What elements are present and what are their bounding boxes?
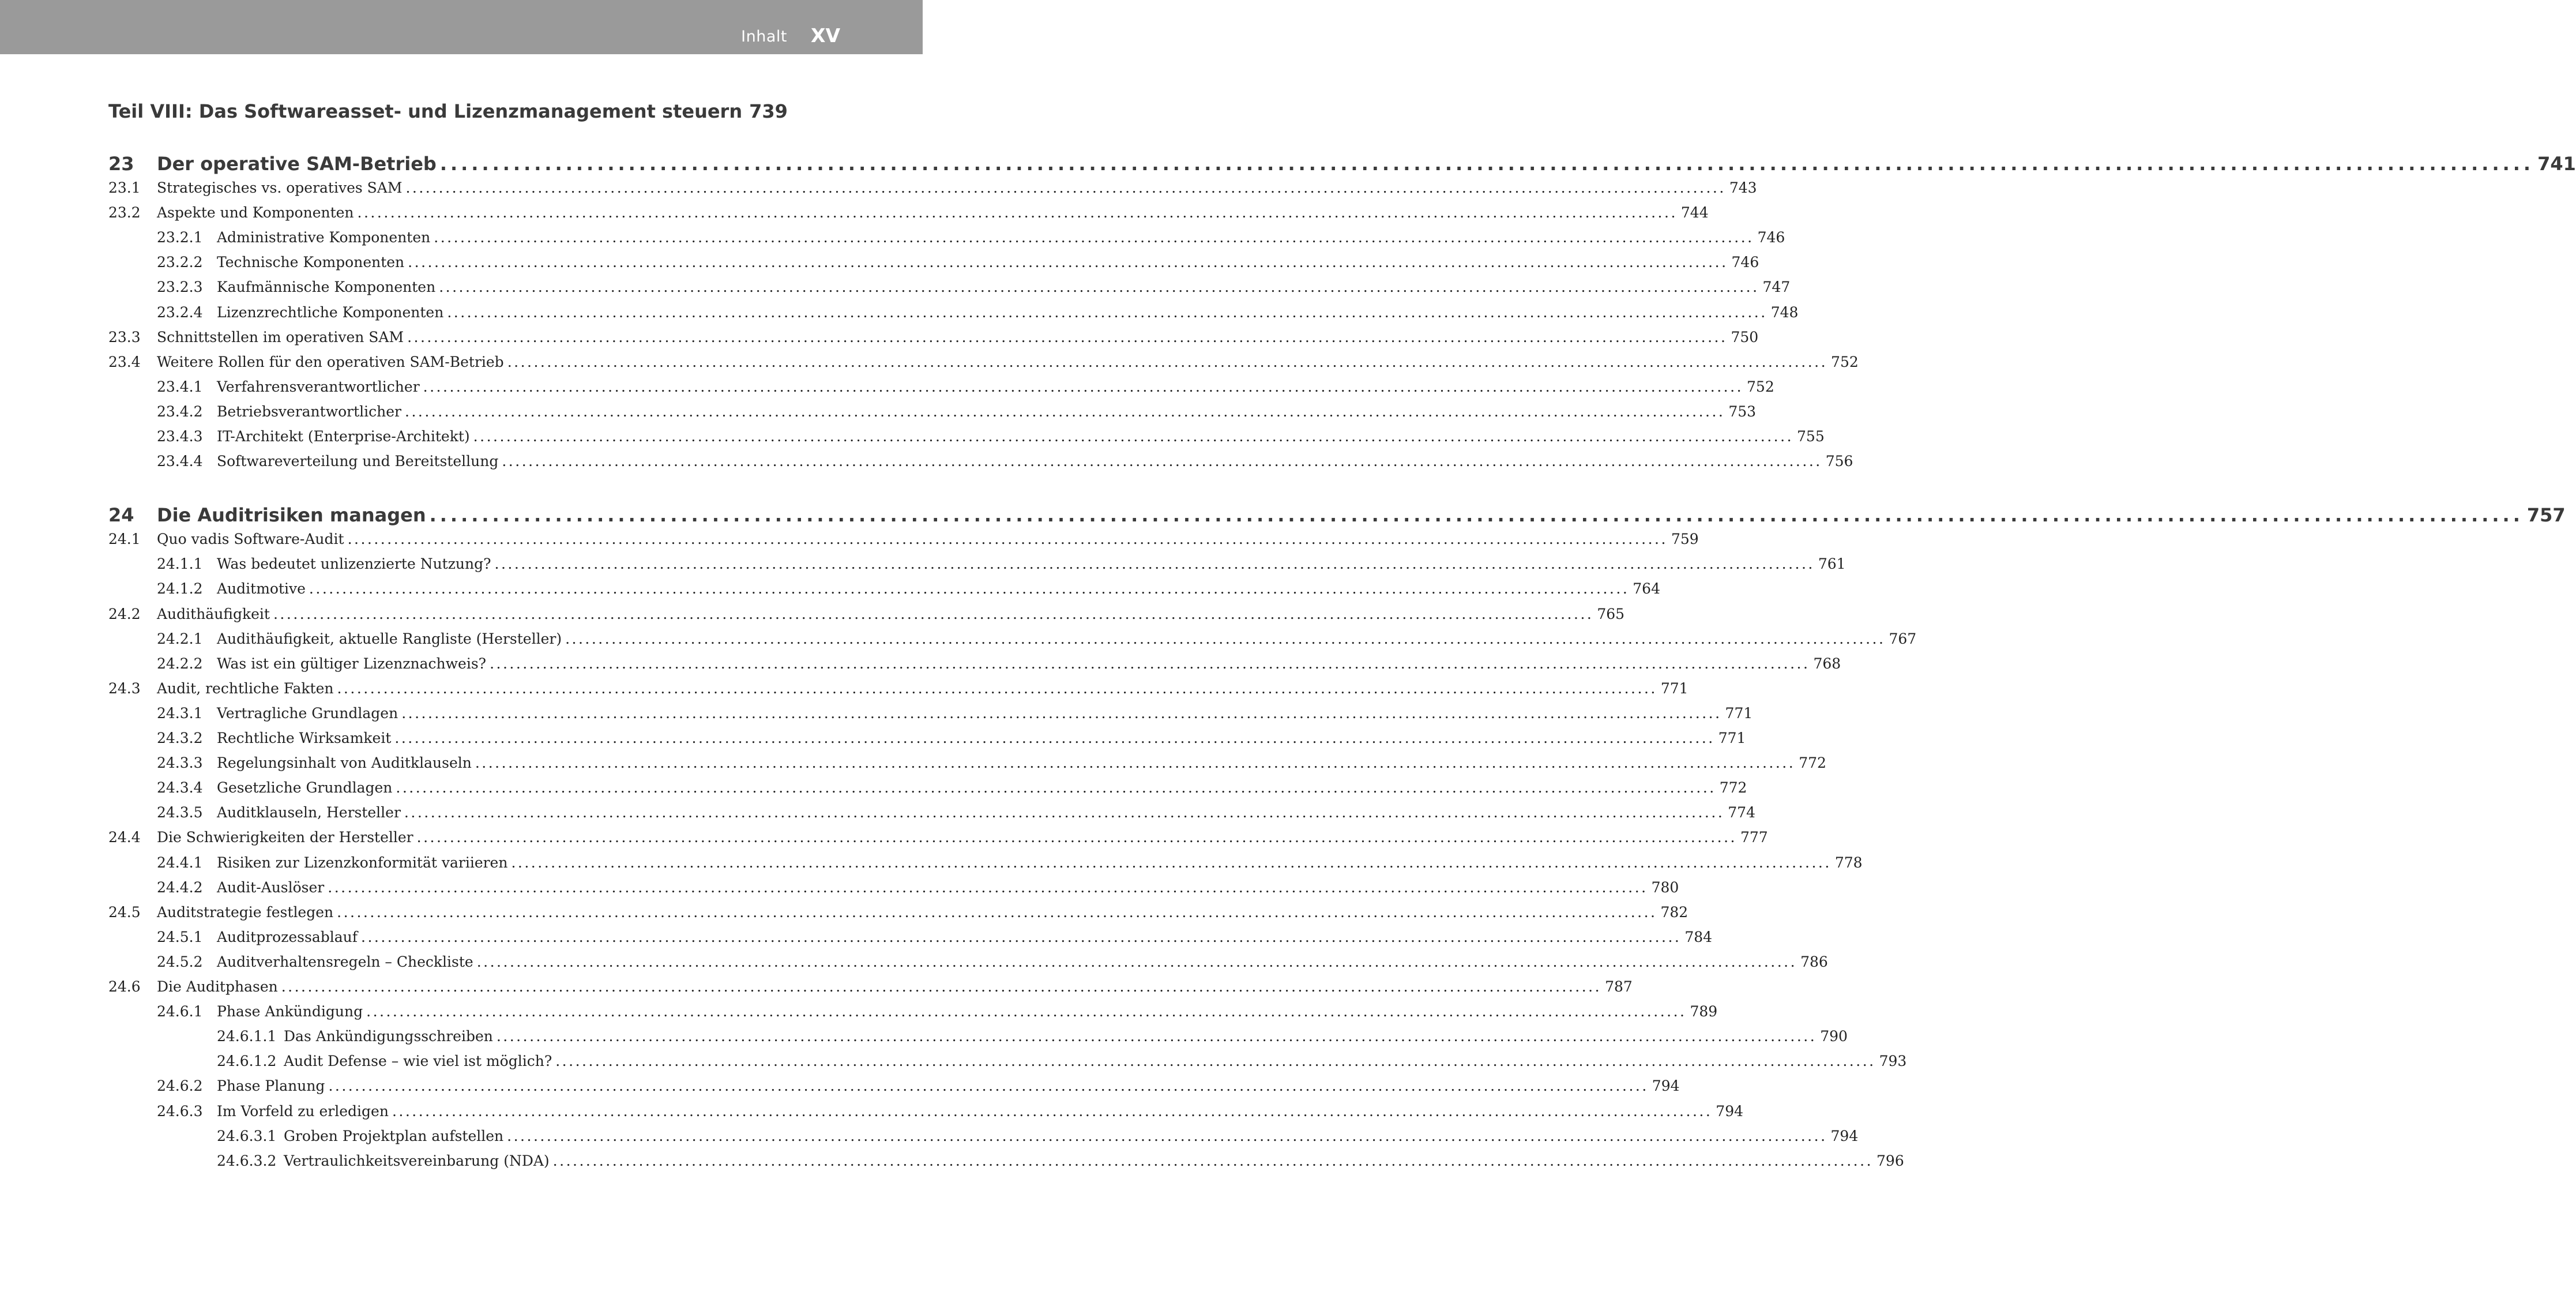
dot-leader: ........................................................................................................................................................................................................ <box>475 754 1796 772</box>
dot-leader: ........................................................................................................................................................................................................ <box>439 279 1759 296</box>
toc-entry-title: Technische Komponenten <box>217 254 405 271</box>
toc-entry-number: 23.3 <box>108 328 141 346</box>
toc-section-entry[interactable] <box>157 704 1753 722</box>
toc-entry-title: Auditprozessablauf <box>217 928 358 945</box>
toc-entry-number: 24.6 <box>108 978 141 995</box>
toc-section-entry[interactable] <box>157 403 1757 420</box>
toc-section-entry[interactable] <box>157 854 1863 871</box>
toc-entry-page: 787 <box>1605 978 1633 995</box>
toc-section-entry[interactable] <box>217 1127 1859 1144</box>
toc-entry-title: Die Auditphasen <box>157 978 278 995</box>
toc-section-entry[interactable] <box>217 1053 1907 1070</box>
toc-section-entry[interactable] <box>108 605 1625 622</box>
toc-entry-page: 764 <box>1633 580 1660 598</box>
toc-entry-page: 794 <box>1716 1102 1744 1120</box>
toc-entry-number: 24.6.3 <box>157 1102 203 1120</box>
toc-entry-number: 24.1.1 <box>157 555 203 573</box>
header-page-number: XV <box>811 24 840 47</box>
toc-entry-title: Audithäufigkeit <box>157 605 270 622</box>
toc-entry-number: 23.2.3 <box>157 279 203 296</box>
toc-section-entry[interactable] <box>157 655 1841 672</box>
toc-section-entry[interactable] <box>157 804 1755 821</box>
toc-entry-number: 24.5.2 <box>157 953 203 970</box>
toc-entry-page: 767 <box>1889 630 1917 647</box>
toc-entry-number: 24.3.3 <box>157 754 203 772</box>
running-header <box>0 0 923 54</box>
dot-leader: ........................................................................................................................................................................................................ <box>423 378 1744 395</box>
toc-entry-title: Auditmotive <box>217 580 306 598</box>
toc-entry-number: 23.4 <box>108 353 141 370</box>
toc-entry-number: 24.5 <box>108 903 141 921</box>
toc-entry-page: 759 <box>1671 531 1699 548</box>
toc-entry-title: Auditstrategie festlegen <box>157 903 334 921</box>
dot-leader: ........................................................................................................................................................................................................ <box>416 829 1737 846</box>
toc-section-entry[interactable] <box>108 204 1709 221</box>
toc-entry-number: 24.4 <box>108 829 141 846</box>
toc-entry-page: 748 <box>1770 303 1799 321</box>
toc-entry-page: 757 <box>2526 504 2566 527</box>
dot-leader: ........................................................................................................................................................................................................ <box>490 655 1810 672</box>
toc-entry-page: 752 <box>1747 378 1774 395</box>
toc-entry-title: Gesetzliche Grundlagen <box>217 779 393 797</box>
toc-entry-number: 23.4.2 <box>157 403 203 420</box>
toc-entry-number: 24.6.3.2 <box>217 1152 277 1169</box>
toc-entry-page: 771 <box>1725 704 1753 722</box>
toc-entry-title: Weitere Rollen für den operativen SAM-Betrieb <box>157 353 504 370</box>
toc-entry-number: 24.3.2 <box>157 730 203 746</box>
toc-section-entry[interactable] <box>217 1152 1904 1169</box>
toc-entry-title: Phase Planung <box>217 1077 325 1095</box>
toc-entry-page: 753 <box>1728 403 1757 420</box>
toc-entry-page: 765 <box>1597 605 1625 622</box>
dot-leader: ........................................................................................................................................................................................................ <box>357 204 1678 221</box>
toc-entry-number: 24.4.1 <box>157 854 203 871</box>
dot-leader: ........................................................................................................................................................................................................ <box>439 153 2534 175</box>
toc-part-heading[interactable] <box>108 100 787 122</box>
toc-entry-title: Auditverhaltensregeln – Checkliste <box>217 953 473 970</box>
toc-entry-page: 771 <box>1660 679 1688 697</box>
toc-entry-title: Audit, rechtliche Fakten <box>157 679 334 697</box>
dot-leader: ........................................................................................................................................................................................................ <box>476 953 1797 970</box>
toc-entry-number: 23.2 <box>108 204 141 221</box>
dot-leader: ........................................................................................................................................................................................................ <box>328 1077 1649 1095</box>
toc-entry-page: 774 <box>1728 804 1755 821</box>
toc-entry-number: 24 <box>108 504 134 527</box>
dot-leader: ........................................................................................................................................................................................................ <box>565 630 1886 647</box>
toc-entry-page: 741 <box>2537 153 2576 175</box>
toc-entry-title: Lizenzrechtliche Komponenten <box>217 303 444 321</box>
toc-entry-page: 771 <box>1718 730 1746 746</box>
dot-leader: ........................................................................................................................................................................................................ <box>511 854 1832 871</box>
toc-entry-title: Administrative Komponenten <box>217 229 431 246</box>
toc-entry-number: 23 <box>108 153 134 175</box>
toc-entry-number: 24.6.1 <box>157 1003 203 1020</box>
toc-section-entry[interactable] <box>157 1003 1718 1020</box>
toc-section-entry[interactable] <box>157 279 1791 296</box>
toc-entry-page: 743 <box>1729 179 1757 196</box>
toc-entry-number: 23.2.4 <box>157 303 203 321</box>
toc-entry-number: 24.6.3.1 <box>217 1127 277 1144</box>
toc-entry-title: Audit Defense – wie viel ist möglich? <box>284 1053 552 1070</box>
toc-entry-page: 772 <box>1799 754 1826 772</box>
toc-entry-number: 24.1 <box>108 531 141 548</box>
toc-entry-page: 780 <box>1651 878 1679 896</box>
toc-entry-number: 24.1.2 <box>157 580 203 598</box>
toc-entry-number: 24.6.2 <box>157 1077 203 1095</box>
toc-entry-title: IT-Architekt (Enterprise-Architekt) <box>217 428 470 445</box>
dot-leader: ........................................................................................................................................................................................................ <box>405 403 1725 420</box>
toc-section-entry[interactable] <box>157 953 1828 970</box>
toc-entry-number: 24.3 <box>108 679 141 697</box>
toc-entry-title: Vertraulichkeitsvereinbarung (NDA) <box>284 1152 550 1169</box>
toc-entry-title: Phase Ankündigung <box>217 1003 363 1020</box>
toc-entry-title: Kaufmännische Komponenten <box>217 279 436 296</box>
dot-leader: ........................................................................................................................................................................................................ <box>281 978 1602 995</box>
toc-entry-number: 23.2.1 <box>157 229 203 246</box>
toc-entry-page: 782 <box>1660 903 1688 921</box>
toc-entry-title: Was ist ein gültiger Lizenznachweis? <box>217 655 487 672</box>
toc-section-entry[interactable] <box>157 378 1774 395</box>
toc-section-entry[interactable] <box>108 679 1688 697</box>
toc-entry-page: 778 <box>1834 854 1863 871</box>
toc-section-entry[interactable] <box>157 453 1853 470</box>
toc-section-entry[interactable] <box>108 531 1699 548</box>
toc-section-entry[interactable] <box>108 179 1757 196</box>
header-section-label: Inhalt <box>741 28 787 46</box>
toc-entry-number: 23.1 <box>108 179 141 196</box>
toc-chapter-entry[interactable] <box>108 504 2566 527</box>
dot-leader: ........................................................................................................................................................................................................ <box>396 779 1716 797</box>
toc-part-page: 739 <box>749 100 788 122</box>
dot-leader: ........................................................................................................................................................................................................ <box>404 804 1725 821</box>
dot-leader: ........................................................................................................................................................................................................ <box>337 679 1657 697</box>
dot-leader: ........................................................................................................................................................................................................ <box>434 229 1754 246</box>
dot-leader: ........................................................................................................................................................................................................ <box>337 903 1657 921</box>
dot-leader: ........................................................................................................................................................................................................ <box>507 1127 1827 1144</box>
dot-leader: ........................................................................................................................................................................................................ <box>273 605 1594 622</box>
dot-leader: ........................................................................................................................................................................................................ <box>392 1102 1713 1120</box>
toc-section-entry[interactable] <box>157 254 1759 271</box>
toc-entry-page: 744 <box>1680 204 1709 221</box>
toc-entry-title: Groben Projektplan aufstellen <box>284 1127 504 1144</box>
dot-leader: ........................................................................................................................................................................................................ <box>405 179 1726 196</box>
toc-entry-page: 793 <box>1879 1053 1907 1070</box>
toc-entry-number: 24.3.1 <box>157 704 203 722</box>
toc-entry-title: Rechtliche Wirksamkeit <box>217 730 392 746</box>
toc-entry-number: 24.4.2 <box>157 878 203 896</box>
toc-entry-page: 796 <box>1876 1152 1904 1169</box>
dot-leader: ........................................................................................................................................................................................................ <box>309 580 1630 598</box>
dot-leader: ........................................................................................................................................................................................................ <box>552 1152 1874 1169</box>
dot-leader: ........................................................................................................................................................................................................ <box>473 428 1794 445</box>
toc-section-entry[interactable] <box>108 328 1759 346</box>
dot-leader: ........................................................................................................................................................................................................ <box>555 1053 1876 1070</box>
toc-section-entry[interactable] <box>157 928 1713 945</box>
toc-entry-number: 24.3.5 <box>157 804 203 821</box>
toc-entry-number: 23.4.3 <box>157 428 203 445</box>
toc-section-entry[interactable] <box>108 903 1688 921</box>
toc-entry-page: 790 <box>1820 1028 1848 1045</box>
toc-entry-title: Softwareverteilung und Bereitstellung <box>217 453 499 470</box>
toc-entry-number: 24.2.1 <box>157 630 203 647</box>
dot-leader: ........................................................................................................................................................................................................ <box>347 531 1668 548</box>
dot-leader: ........................................................................................................................................................................................................ <box>394 730 1715 746</box>
toc-entry-page: 761 <box>1818 555 1846 573</box>
toc-entry-title: Der operative SAM-Betrieb <box>157 153 437 175</box>
toc-entry-page: 756 <box>1825 453 1853 470</box>
toc-section-entry[interactable] <box>157 229 1785 246</box>
toc-entry-title: Strategisches vs. operatives SAM <box>157 179 403 196</box>
toc-entry-page: 784 <box>1684 928 1713 945</box>
toc-section-entry[interactable] <box>217 1028 1848 1045</box>
toc-section-entry[interactable] <box>157 878 1679 896</box>
toc-section-entry[interactable] <box>108 978 1633 995</box>
dot-leader: ........................................................................................................................................................................................................ <box>328 878 1648 896</box>
toc-section-entry[interactable] <box>157 779 1747 797</box>
toc-entry-title: Vertragliche Grundlagen <box>217 704 398 722</box>
toc-chapter-entry[interactable] <box>108 153 2576 175</box>
toc-section-entry[interactable] <box>157 580 1660 598</box>
toc-entry-title: Im Vorfeld zu erledigen <box>217 1102 389 1120</box>
toc-entry-title: Risiken zur Lizenzkonformität variieren <box>217 854 508 871</box>
toc-section-entry[interactable] <box>157 303 1799 321</box>
dot-leader: ........................................................................................................................................................................................................ <box>401 704 1722 722</box>
dot-leader: ........................................................................................................................................................................................................ <box>366 1003 1687 1020</box>
dot-leader: ........................................................................................................................................................................................................ <box>361 928 1682 945</box>
toc-entry-number: 24.6.1.2 <box>217 1053 277 1070</box>
toc-entry-page: 777 <box>1740 829 1768 846</box>
toc-entry-page: 750 <box>1731 328 1759 346</box>
toc-entry-number: 24.5.1 <box>157 928 203 945</box>
toc-section-entry[interactable] <box>108 353 1859 370</box>
toc-part-title: Teil VIII: Das Softwareasset- und Lizenzmanagement steuern <box>108 100 743 122</box>
toc-entry-title: Audit-Auslöser <box>217 878 325 896</box>
toc-entry-number: 24.3.4 <box>157 779 203 797</box>
toc-entry-page: 755 <box>1797 428 1825 445</box>
toc-entry-title: Auditklauseln, Hersteller <box>217 804 401 821</box>
dot-leader: ........................................................................................................................................................................................................ <box>429 504 2524 527</box>
dot-leader: ........................................................................................................................................................................................................ <box>408 254 1728 271</box>
dot-leader: ........................................................................................................................................................................................................ <box>502 453 1822 470</box>
toc-entry-title: Die Auditrisiken managen <box>157 504 426 527</box>
toc-entry-number: 24.6.1.1 <box>217 1028 277 1045</box>
toc-entry-number: 24.2 <box>108 605 141 622</box>
toc-entry-page: 746 <box>1757 229 1785 246</box>
toc-entry-title: Die Schwierigkeiten der Hersteller <box>157 829 413 846</box>
toc-entry-title: Regelungsinhalt von Auditklauseln <box>217 754 472 772</box>
toc-section-entry[interactable] <box>157 1102 1744 1120</box>
dot-leader: ........................................................................................................................................................................................................ <box>494 555 1815 573</box>
toc-entry-title: Verfahrensverantwortlicher <box>217 378 420 395</box>
toc-entry-number: 23.4.4 <box>157 453 203 470</box>
toc-entry-title: Quo vadis Software-Audit <box>157 531 344 548</box>
toc-entry-page: 768 <box>1813 655 1841 672</box>
toc-entry-title: Betriebsverantwortlicher <box>217 403 401 420</box>
toc-entry-title: Audithäufigkeit, aktuelle Rangliste (Hersteller) <box>217 630 562 647</box>
toc-section-entry[interactable] <box>108 829 1768 846</box>
toc-entry-page: 772 <box>1719 779 1747 797</box>
toc-entry-title: Was bedeutet unlizenzierte Nutzung? <box>217 555 491 573</box>
toc-entry-page: 794 <box>1830 1127 1859 1144</box>
toc-entry-page: 794 <box>1652 1077 1680 1095</box>
toc-section-entry[interactable] <box>157 555 1846 573</box>
dot-leader: ........................................................................................................................................................................................................ <box>447 303 1768 321</box>
toc-section-entry[interactable] <box>157 730 1746 746</box>
toc-entry-page: 747 <box>1762 279 1791 296</box>
toc-entry-page: 746 <box>1731 254 1759 271</box>
toc-entry-number: 23.4.1 <box>157 378 203 395</box>
toc-entry-page: 789 <box>1690 1003 1718 1020</box>
toc-section-entry[interactable] <box>157 428 1825 445</box>
toc-section-entry[interactable] <box>157 754 1826 772</box>
toc-entry-number: 24.2.2 <box>157 655 203 672</box>
toc-section-entry[interactable] <box>157 630 1917 647</box>
dot-leader: ........................................................................................................................................................................................................ <box>496 1028 1817 1045</box>
toc-entry-title: Schnittstellen im operativen SAM <box>157 328 404 346</box>
dot-leader: ........................................................................................................................................................................................................ <box>407 328 1728 346</box>
dot-leader: ........................................................................................................................................................................................................ <box>507 353 1828 370</box>
toc-section-entry[interactable] <box>157 1077 1680 1095</box>
toc-entry-page: 752 <box>1831 353 1859 370</box>
toc-entry-page: 786 <box>1800 953 1828 970</box>
toc-entry-title: Das Ankündigungsschreiben <box>284 1028 493 1045</box>
toc-entry-title: Aspekte und Komponenten <box>157 204 354 221</box>
toc-entry-number: 23.2.2 <box>157 254 203 271</box>
